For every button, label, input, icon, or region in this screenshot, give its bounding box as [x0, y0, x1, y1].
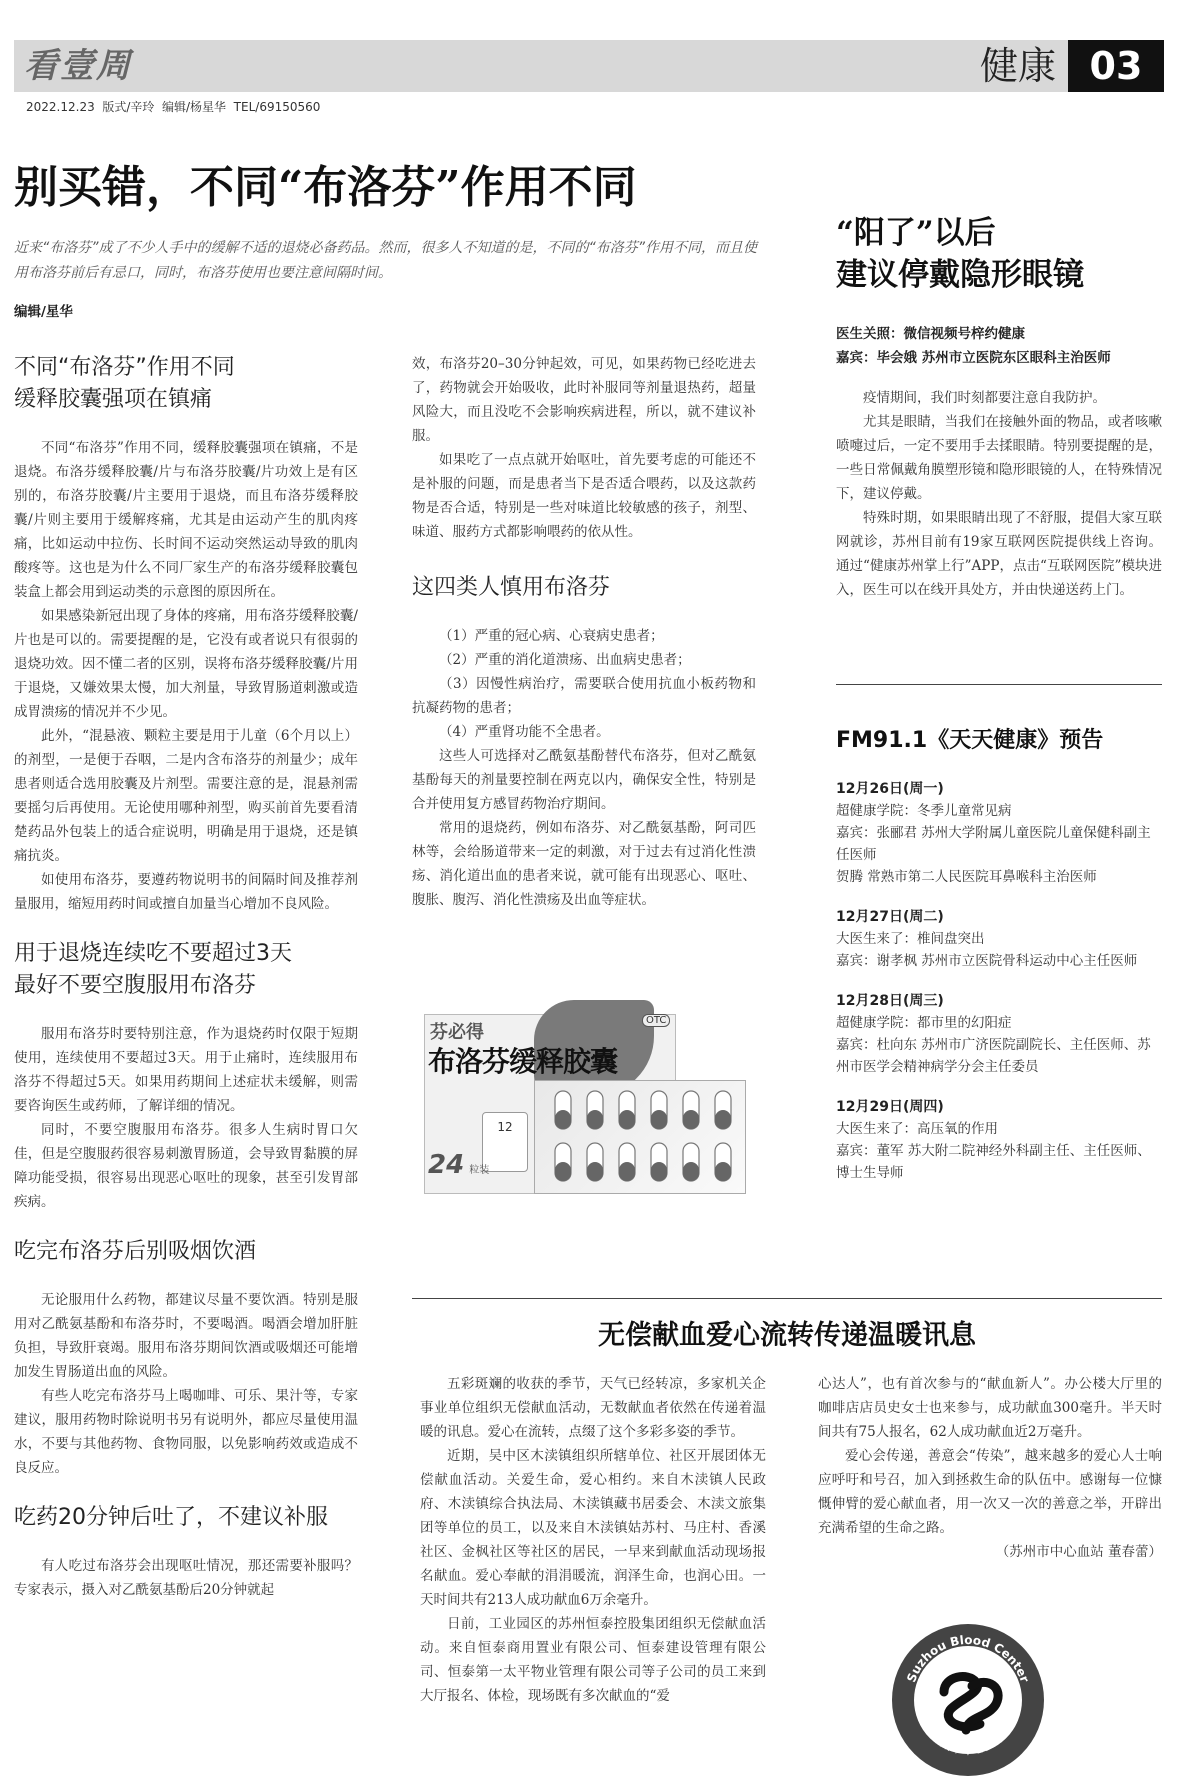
main-editor: 编辑/星华	[14, 304, 73, 320]
section-3-heading: 吃完布洛芬后别吸烟饮酒	[14, 1239, 257, 1264]
blood-paragraph: 爱心会传递，善意会“传染”，越来越多的爱心人士响应呼吁和号召，加入到拯救生命的队伍中。感谢每一位慷慨伸臂的爱心献血者，用一次又一次的善意之举，开辟出充满希望的生命之路。	[818, 1448, 1162, 1536]
fm-title: FM91.1《天天健康》预告	[836, 728, 1104, 753]
fm-day-date: 12月28日(周三)	[836, 993, 944, 1009]
fm-day-line: 大医生来了：椎间盘突出	[836, 931, 985, 947]
blood-center-logo	[888, 1620, 1048, 1780]
fm-day-date: 12月29日(周四)	[836, 1099, 944, 1115]
section-4-paragraph: 有人吃过布洛芬会出现呕吐情况，那还需要补服吗？专家表示，摄入对乙酰氨基酚后20分钟就起	[14, 1558, 358, 1598]
eye-paragraph: 特殊时期，如果眼睛出现了不舒服，提倡大家互联网就诊，苏州目前有19家互联网医院提供线上咨询。通过“健康苏州掌上行”APP，点击“互联网医院”模块进入，医生可以在线开具处方，并由快递送药上门。	[836, 510, 1162, 598]
section-1-paragraph: 如使用布洛芬，要遵药物说明书的间隔时间及推荐剂量服用，缩短用药时间或擅自加量当心增加不良风险。	[14, 872, 358, 912]
section-1-paragraph: 此外，“混悬液、颗粒主要是用于儿童（6个月以上）的剂型，一是便于吞咽，二是内含布洛芬的剂量少；成年患者则适合选用胶囊及片剂型。需要注意的是，混悬剂需要摇匀后再使用。无论使用哪种剂型，购买前首先要看清楚药品外包装上的适合症说明，明确是用于退烧，还是镇痛抗炎。	[14, 728, 358, 864]
fm-day	[836, 906, 1162, 972]
fm-day-line: 超健康学院：都市里的幻阳症	[836, 1015, 1012, 1031]
product-photo	[424, 1000, 744, 1196]
blister-pack	[534, 1080, 746, 1194]
column-2-paragraph: 如果吃了一点点就开始呕吐，首先要考虑的可能还不是补服的问题，而是患者当下是否适合喂药，以及这款药物是否合适，特别是一些对味道比较敏感的孩子，剂型、味道、服药方式都影响喂药的依从性。	[412, 452, 756, 540]
section-1	[14, 352, 358, 916]
fm-day-line: 嘉宾：张郦君 苏州大学附属儿童医院儿童保健科副主任医师	[836, 825, 1151, 863]
blood-paragraph: 近期，吴中区木渎镇组织所辖单位、社区开展团体无偿献血活动。关爱生命，爱心相约。来自木渎镇人民政府、木渎镇综合执法局、木渎镇藏书居委会、木渎文旅集团等单位的员工，以及来自木渎镇姑苏村、马庄村、香溪社区、金枫社区等社区的居民，一早来到献血活动现场报名献血。爱心奉献的涓涓暖流，润泽生命，也润心田。一天时间共有213人成功献血6万余毫升。	[420, 1448, 766, 1608]
blood-title: 无偿献血爱心流转传递温暖讯息	[598, 1320, 976, 1351]
caution-heading: 这四类人慎用布洛芬	[412, 575, 611, 600]
dateline: 2022.12.23 版式/辛玲 编辑/杨星华 TEL/69150560	[26, 100, 321, 114]
caution-item: （4）严重肾功能不全患者。	[439, 724, 610, 740]
fm-day-line: 嘉宾：谢孝枫 苏州市立医院骨科运动中心主任医师	[836, 953, 1138, 969]
caution-item: （2）严重的消化道溃疡、出血病史患者；	[439, 652, 691, 668]
section-2-heading-line-1: 用于退烧连续吃不要超过3天	[14, 941, 292, 966]
eye-title-line-2: 建议停戴隐形眼镜	[836, 257, 1084, 293]
caution-paragraph: 这些人可选择对乙酰氨基酚替代布洛芬，但对乙酰氨基酚每天的剂量要控制在两克以内，确保安全性，特别是合并使用复方感冒药物治疗期间。	[412, 748, 756, 812]
caution-item: （1）严重的冠心病、心衰病史患者；	[439, 628, 664, 644]
fm-day-date: 12月27日(周二)	[836, 909, 944, 925]
right-column-divider	[836, 684, 1162, 685]
section-4	[14, 1502, 358, 1602]
section-4-heading: 吃药20分钟后吐了，不建议补服	[14, 1505, 328, 1530]
main-column-1	[14, 352, 358, 1602]
column-2-paragraph: 效，布洛芬20–30分钟起效，可见，如果药物已经吃进去了，药物就会开始吸收，此时补服同等剂量退热药，超量风险大，而且没吃不会影响疾病进程，所以，就不建议补服。	[412, 356, 756, 444]
fm-day	[836, 778, 1162, 888]
blood-column-1	[420, 1372, 766, 1708]
section-2-paragraph: 服用布洛芬时要特别注意，作为退烧药时仅限于短期使用，连续使用不要超过3天。用于止痛时，连续服用布洛芬不得超过5天。如果用药期间上述症状未缓解，则需要咨询医生或药师，了解详细的情况。	[14, 1026, 358, 1114]
logo-text-top: Suzhou Blood Center	[904, 1632, 1032, 1685]
caution-paragraph: 常用的退烧药，例如布洛芬、对乙酰氨基酚，阿司匹林等，会给肠道带来一定的刺激，对于过去有过消化性溃疡、消化道出血的患者来说，就可能有出现恶心、呕吐、腹胀、腹泻、消化性溃疡及出血等症状。	[412, 820, 756, 908]
section-3	[14, 1236, 358, 1480]
product-card-number: 12	[497, 1120, 513, 1134]
fm-day-line: 嘉宾：杜向东 苏州市广济医院副院长、主任医师、苏州市医学会精神病学分会主任委员	[836, 1037, 1151, 1075]
fm-day-date: 12月26日(周一)	[836, 781, 944, 797]
section-2	[14, 938, 358, 1214]
masthead-brand: 看壹周	[24, 46, 132, 86]
blood-paragraph: 日前，工业园区的苏州恒泰控股集团组织无偿献血活动。来自恒泰商用置业有限公司、恒泰建设管理有限公司、恒泰第一太平物业管理有限公司等子公司的员工来到大厅报名、体检，现场既有多次献血的“爱	[420, 1616, 766, 1704]
main-column-2	[412, 352, 756, 912]
product-count-unit: 粒装	[469, 1165, 490, 1176]
section-2-paragraph: 同时，不要空腹服用布洛芬。很多人生病时胃口欠佳，但是空腹服药很容易刺激胃肠道，会导致胃黏膜的屏障功能受损，很容易出现恶心呕吐的现象，甚至引发胃部疾病。	[14, 1122, 358, 1210]
product-count-number: 24	[428, 1150, 465, 1180]
capsule-row	[555, 1091, 731, 1181]
blood-article-divider	[412, 1298, 1162, 1299]
eye-guest: 嘉宾：毕会娥 苏州市立医院东区眼科主治医师	[836, 350, 1111, 366]
section-1-paragraph: 如果感染新冠出现了身体的疼痛，用布洛芬缓释胶囊/片也是可以的。需要提醒的是，它没有或者说只有很弱的退烧功效。因不懂二者的区别，误将布洛芬缓释胶囊/片用于退烧，又嫌效果太慢，加大剂量，导致胃肠道刺激或造成胃溃疡的情况并不少见。	[14, 608, 358, 720]
fm-day-line: 超健康学院：冬季儿童常见病	[836, 803, 1012, 819]
fm-schedule	[836, 726, 1162, 1184]
section-2-heading-line-2: 最好不要空腹服用布洛芬	[14, 973, 257, 998]
capsule-grid	[535, 1081, 745, 1193]
section-1-heading-line-2: 缓释胶囊强项在镇痛	[14, 387, 213, 412]
main-lede: 近来“布洛芬”成了不少人手中的缓解不适的退烧必备药品。然而，很多人不知道的是，不同的“布洛芬”作用不同，而且使用布洛芬前后有忌口，同时，布洛芬使用也要注意间隔时间。	[14, 240, 758, 281]
section-3-paragraph: 有些人吃完布洛芬马上喝咖啡、可乐、果汁等，专家建议，服用药物时除说明书另有说明外，都应尽量使用温水，不要与其他药物、食物同服，以免影响药效或造成不良反应。	[14, 1388, 358, 1476]
fm-day-line: 嘉宾：董军 苏大附二院神经外科副主任、主任医师、博士生导师	[836, 1143, 1151, 1181]
caution-item: （3）因慢性病治疗，需要联合使用抗血小板药物和抗凝药物的患者；	[412, 676, 756, 716]
fm-day	[836, 1096, 1162, 1184]
eye-article	[836, 212, 1162, 602]
eye-title-line-1: “阳了”以后	[836, 215, 996, 251]
page-number	[1068, 40, 1164, 92]
product-count	[428, 1150, 489, 1180]
otc-badge: OTC	[642, 1014, 670, 1027]
logo-text-bottom: 苏州市中心血站	[928, 1729, 1008, 1757]
blood-paragraph: 五彩斑斓的收获的季节，天气已经转凉，多家机关企事业单位组织无偿献血活动，无数献血者依然在传递着温暖的讯息。爱心在流转，点缀了这个多彩多姿的季节。	[420, 1376, 766, 1440]
product-brand: 芬必得	[430, 1022, 484, 1043]
logo-emblem	[888, 1620, 1048, 1780]
eye-paragraph: 尤其是眼睛，当我们在接触外面的物品，或者咳嗽喷嚏过后，一定不要用手去揉眼睛。特别要提醒的是，一些日常佩戴角膜塑形镜和隐形眼镜的人，在特殊情况下，建议停戴。	[836, 414, 1162, 502]
section-3-paragraph: 无论服用什么药物，都建议尽量不要饮酒。特别是服用对乙酰氨基酚和布洛芬时，不要喝酒。喝酒会增加肝脏负担，导致肝衰竭。服用布洛芬期间饮酒或吸烟还可能增加发生胃肠道出血的风险。	[14, 1292, 358, 1380]
fm-day-line: 贺腾 常熟市第二人民医院耳鼻喉科主治医师	[836, 869, 1097, 885]
eye-paragraph: 疫情期间，我们时刻都要注意自我防护。	[863, 390, 1106, 406]
section-1-paragraph: 不同“布洛芬”作用不同，缓释胶囊强项在镇痛，不是退烧。布洛芬缓释胶囊/片与布洛芬胶囊/片功效上是有区别的，布洛芬胶囊/片主要用于退烧，而且布洛芬缓释胶囊/片则主要用于缓解疼痛，尤其是由运动产生的肌肉疼痛，比如运动中拉伤、长时间不运动突然运动导致的肌肉酸疼等。这也是为什么不同厂家生产的布洛芬缓释胶囊包装盒上都会用到运动类的示意图的原因所在。	[14, 440, 358, 600]
main-title: 别买错，不同“布洛芬”作用不同	[14, 162, 637, 213]
section-name: 健康	[980, 44, 1057, 88]
blood-byline: （苏州市中心血站 董春蕾）	[995, 1544, 1162, 1560]
product-name: 布洛芬缓释胶囊	[428, 1045, 618, 1078]
fm-day-line: 大医生来了：高压氧的作用	[836, 1121, 998, 1137]
section-1-heading-line-1: 不同“布洛芬”作用不同	[14, 355, 235, 380]
eye-doctor-note: 医生关照：微信视频号梓约健康	[836, 326, 1025, 342]
blood-paragraph: 心达人”，也有首次参与的“献血新人”。办公楼大厅里的咖啡店店员史女士也来参与，成功献血300毫升。半天时间共有75人报名，62人成功献血近2万毫升。	[818, 1376, 1162, 1440]
page-number-text: 03	[1089, 44, 1143, 88]
blood-column-2	[818, 1372, 1162, 1564]
fm-day	[836, 990, 1162, 1078]
